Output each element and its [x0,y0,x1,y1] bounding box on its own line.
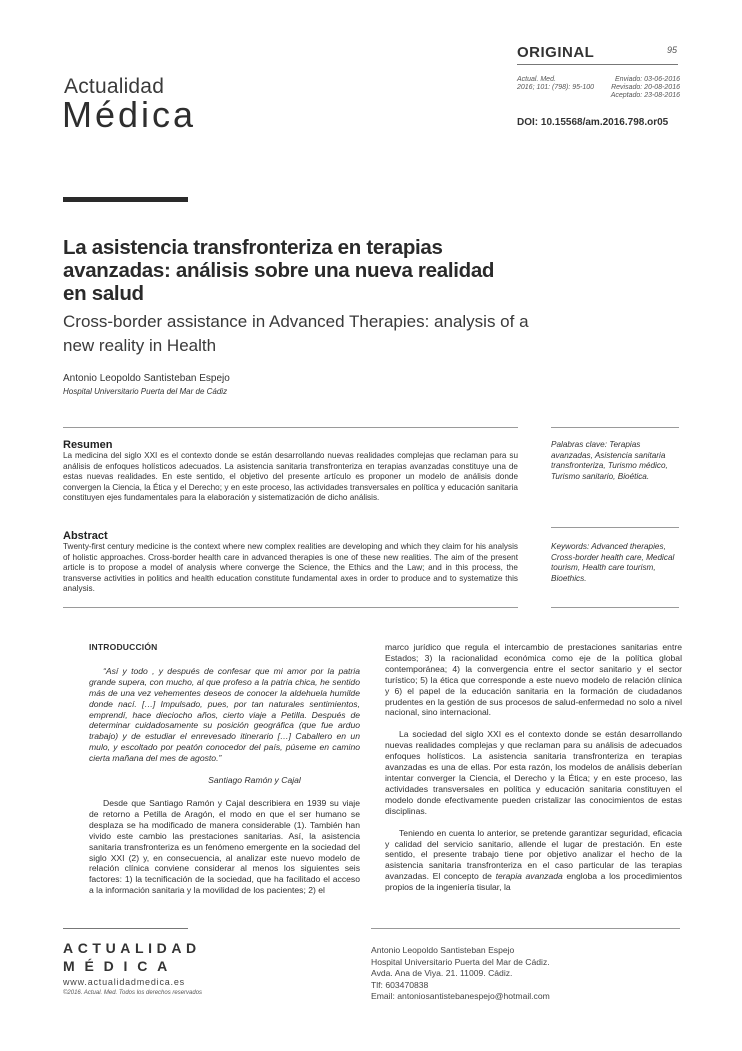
section-heading-intro: INTRODUCCIÓN [89,642,158,652]
abstract-text: Twenty-first century medicine is the context where new complex realities are developing and which they claim for his analysis of holistic approaches. Cross-border health care in advanced therapies is one of these new realities. The aim of the present article is to propose a model of analysis where converge the Science, the Ethics and the Law; and in this process, the transverse activities in politics and health education constitute fundamental axes in order to produce and to systematize this analysis. [63,542,518,594]
copyright: ©2016. Actual. Med. Todos los derechos reservados [63,990,203,996]
author-affiliation: Hospital Universitario Puerta del Mar de Cádiz [63,387,228,396]
date-accepted: Aceptado: 23-08-2016 [610,92,680,99]
article-title-es: La asistencia transfronteriza en terapias avanzadas: análisis sobre una nueva realidad en salud [63,236,495,305]
doi[interactable]: DOI: 10.15568/am.2016.798.or05 [517,117,669,128]
citation-line: 2016; 101: (798): 95-100 [517,84,595,91]
section-label: ORIGINAL [517,44,595,61]
keywords-divider [551,427,679,428]
epigraph-author: Santiago Ramón y Cajal [208,775,301,786]
journal-url[interactable]: www.actualidadmedica.es [63,977,185,987]
contact-phone: Tlf: 603470838 [371,979,429,990]
section-divider [517,64,678,65]
body-paragraph: Desde que Santiago Ramón y Cajal describiera en 1939 su viaje de retorno a Petilla de Aragón, el modo en que el ser humano se desplaza se ha modificado de manera considerable (1). También han vivido este cambio las prestaciones sanitarias. Así, la asistencia sanitaria transfronteriza es un fenómeno emergente en la sociedad del siglo XXI (2) y, en consecuencia, al analizar este nuevo modelo de relación clínica conviene considerar al menos los siguientes seis factores: 1) la tecnificación de la sociedad, que ha facilitado el acceso a la información sanitaria y la movilidad de los pacientes; 2) el [89,797,360,896]
contact-email[interactable]: Email: antoniosantistebanespejo@hotmail.com [371,991,550,1001]
body-column-left [89,642,360,896]
correspondence-block [371,945,550,1003]
contact-institution: Hospital Universitario Puerta del Mar de Cádiz. [371,956,550,967]
resumen-heading: Resumen [63,439,113,451]
keywords-en: Keywords: Advanced therapies, Cross-border health care, Medical tourism, Health care tourism, Bioethics. [551,542,675,583]
body-paragraph: La sociedad del siglo XXI es el contexto donde se están desarrollando nuevas realidades complejas y que reclaman para su análisis de adecuados enfoques holísticos. La asistencia sanitaria transfronteriza en terapias avanzadas es una de ellas. Por esta razón, los modelos de análisis deberían intentar converger la Ciencia, el Derecho y la Ética; y en este proceso, las actividades transversales en política y educación sanitaria constituyen el modelo donde efectivamente pueden cristalizar las conocimientos de estas disciplinas. [385,729,682,816]
body-paragraph [385,828,682,893]
paragraph-text: engloba a los procedimientos propios de la ingeniería tisular, la [385,871,683,893]
contact-name: Antonio Leopoldo Santisteban Espejo [371,945,515,955]
paragraph-text: Teniendo en cuenta lo anterior, se pretende garantizar seguridad, eficacia y calidad del servicio sanitario, allende el lugar de prestación. En este sentido, el presente trabajo tiene por objetivo analizar el hecho de la asistencia sanitaria transfronteriza en el caso particular de las terapias avanzadas. El concepto de [385,827,682,882]
article-dates [596,76,680,100]
date-revised: Revisado: 20-08-2016 [611,84,680,91]
logo-divider [63,197,188,202]
date-sent: Enviado: 03-06-2016 [615,76,680,83]
footer-logo-line1: ACTUALIDAD [63,940,201,956]
footer-logo-line2: MÉDICA [63,958,178,974]
body-paragraph: marco jurídico que regula el intercambio de prestaciones sanitarias entre Estados; 3) la racionalidad económica como eje de la política global contemporánea; 4) la convergencia entre el sector sanitario y el sector turístico; 5) la ética que corresponde a este nuevo modelo de relación clínica y 6) el papel de la educación sanitaria en la formación de ciudadanos prudentes en la gestión de sus procesos de salud-enfermedad no solo a nivel nacional, sino internacional. [385,642,682,718]
author-name: Antonio Leopoldo Santisteban Espejo [63,373,230,384]
abstract-heading: Abstract [63,530,108,542]
epigraph-quote: “Así y todo , y después de confesar que mi amor por la patria grande supera, con mucho, al que profeso a la patria chica, he sentido más de una vez vehementes deseos de conocer la aldehuela humilde donde nací. […] Impulsado, pues, por tan naturales sentimientos, emprendí, hace dieciocho años, cierto viaje a Petilla. Después de determinar cuidadosamente su posición geográfica (que fue arduo trabajo) y de estudiar el enrevesado itinerario […] Caballero en un mulo, y escoltado por peatón conocedor del país, púseme en camino cierta mañana del mes de agosto.” [89,665,360,764]
citation [517,76,594,92]
keywords-es: Palabras clave: Terapias avanzadas, Asistencia sanitaria transfronteriza, Turismo médico, Turismo sanitario, Bioética. [551,440,668,481]
resumen-text: La medicina del siglo XXI es el contexto donde se están desarrollando nuevas realidades complejas que reclaman para su análisis de enfoques holísticos adecuados. La asistencia sanitaria transfronteriza en terapias avanzadas constituye una de estas nuevas realidades. En este sentido, el objetivo del presente artículo es proponer un modelo de análisis donde convergen la Ciencia, la Ética y el Derecho; y en este proceso, las actividades transversales en política y educación sanitaria constituyen ejes fundamentales para la elaboración y sistematización de dicho análisis. [63,451,518,503]
abstract-divider [63,607,518,608]
body-column-right [385,642,682,893]
term-emphasis: terapia avanzada [495,871,563,882]
footer-divider [63,928,188,929]
citation-line: Actual. Med. [517,76,556,83]
footer-divider [371,928,680,929]
contact-address: Avda. Ana de Viya. 21. 11009. Cádiz. [371,968,513,978]
journal-logo-main: Médica [62,94,197,135]
keywords-divider [551,527,679,528]
journal-logo-top: Actualidad [64,75,165,98]
article-title-en: Cross-border assistance in Advanced Therapies: analysis of a new reality in Health [63,312,529,355]
abstract-divider [63,427,518,428]
page-number: 95 [667,45,678,55]
keywords-divider [551,607,679,608]
